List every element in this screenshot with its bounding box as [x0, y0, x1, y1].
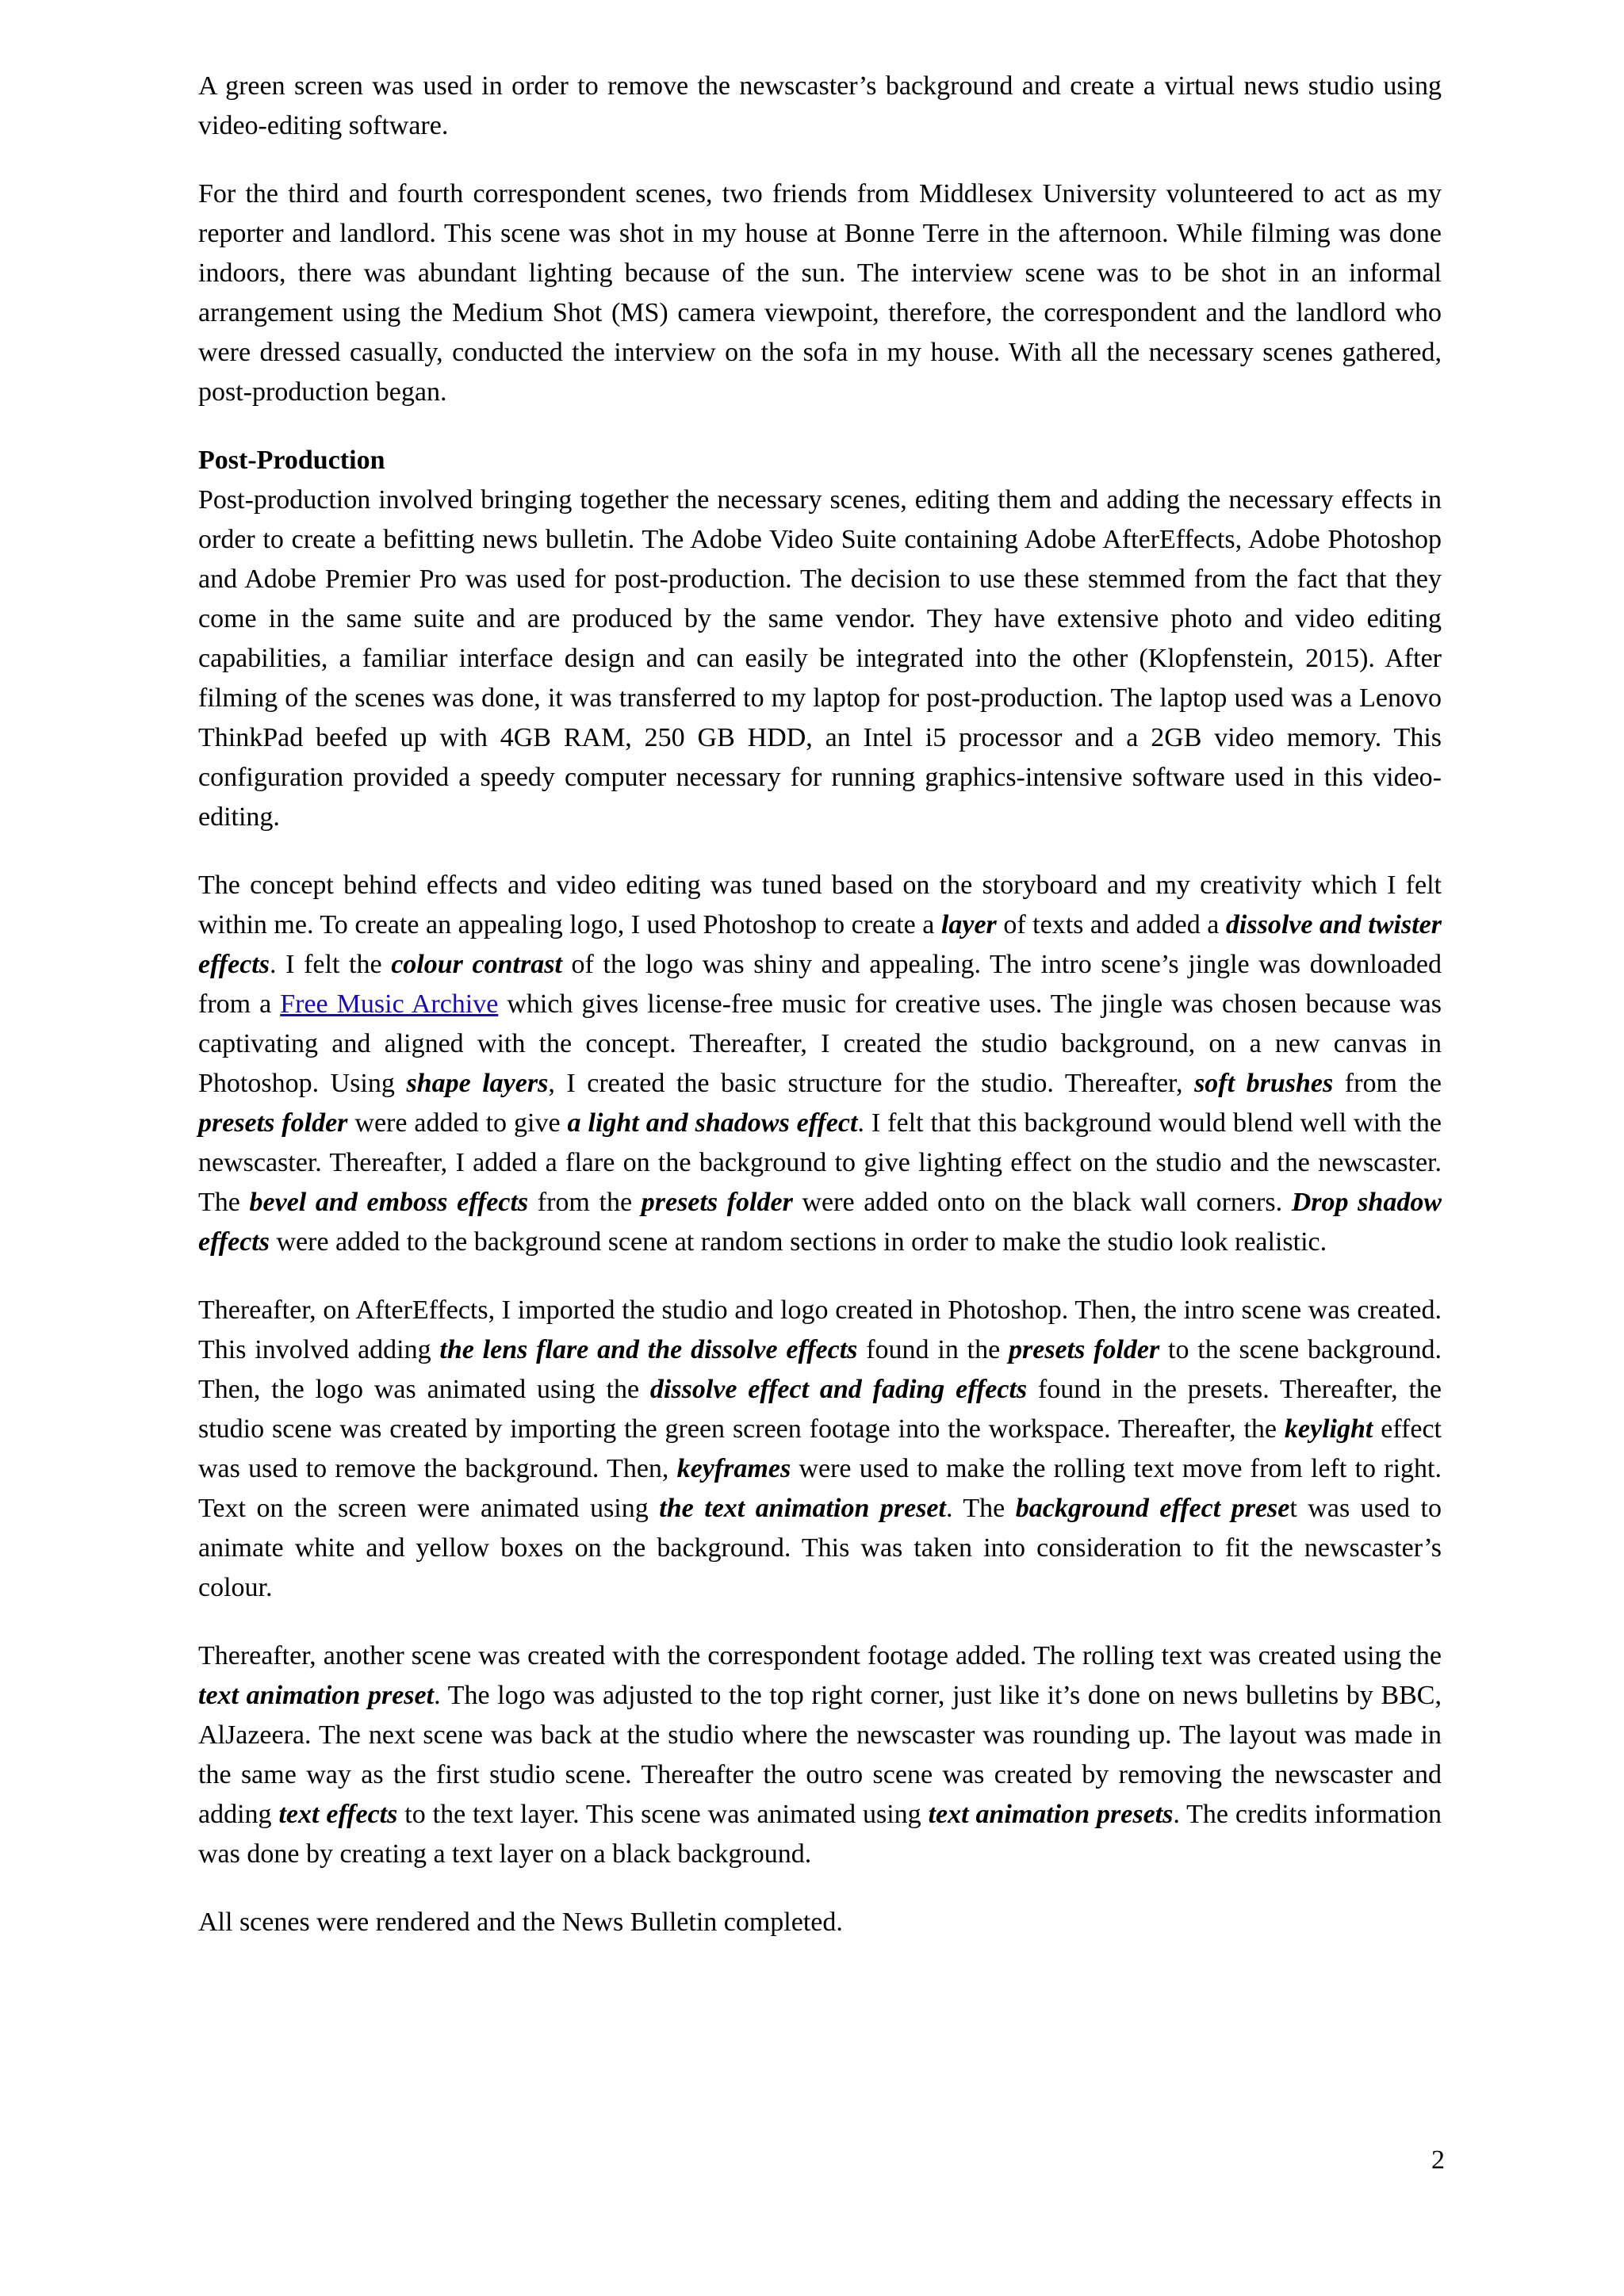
emphasis [1285, 1414, 1373, 1444]
text-run: to the scene background. Then, the logo was animated using the [198, 1335, 1442, 1404]
emphasis-text: text animation preset [198, 1681, 435, 1710]
emphasis [278, 1800, 397, 1829]
emphasis-text: presets folder [1009, 1335, 1160, 1364]
emphasis [1194, 1069, 1333, 1098]
text-run: were added to the background scene at random sections in order to make the studio look realistic. [269, 1227, 1327, 1257]
emphasis [659, 1494, 946, 1523]
emphasis [1016, 1494, 1290, 1523]
text-run: were used to make the rolling text move from left to right. Text on the screen were animated using [198, 1454, 1442, 1523]
text-run: effect was used to remove the background. Then, [198, 1414, 1442, 1483]
text-run: to the text layer. This scene was animated using [397, 1800, 929, 1829]
text-run: A green screen was used in order to remove the newscaster’s background and create a virtual news studio using video-editing software. [198, 71, 1442, 140]
text-run: Thereafter, on AfterEffects, I imported the studio and logo created in Photoshop. Then, the intro scene was created. This involved adding [198, 1295, 1442, 1364]
text-run: . The [945, 1494, 1016, 1523]
emphasis [250, 1188, 529, 1217]
section-heading: Post-Production [198, 446, 385, 475]
emphasis-text: layer [940, 910, 997, 939]
text-run: found in the presets. Thereafter, the studio scene was created by importing the green screen footage into the workspace. Thereafter, the [198, 1375, 1442, 1444]
emphasis-text: the lens flare and the dissolve effects [439, 1335, 858, 1364]
emphasis-text: text effects [278, 1800, 398, 1829]
text-run: Post-production involved bringing together the necessary scenes, editing them and adding the necessary effects in order to create a befitting news bulletin. The Adobe Video Suite containing Adobe AfterEffects, Adobe Photoshop and Adobe Premier Pro was used for post-production. The decision to use these stemmed from the fact that they come in the same suite and are produced by the same vendor. They have extensive photo and video editing capabilities, a familiar interface design and can easily be integrated into the other (Klopfenstein, 2015). After filming of the scenes was done, it was transferred to my laptop for post-production. The laptop used was a Lenovo ThinkPad beefed up with 4GB RAM, 250 GB HDD, an Intel i5 processor and a 2GB video memory. This configuration provided a speedy computer necessary for running graphics-intensive software used in this video-editing. [198, 485, 1442, 832]
section-paragraphs [198, 480, 1442, 1942]
emphasis [198, 1108, 347, 1138]
emphasis-text: background effect prese [1015, 1494, 1290, 1523]
emphasis-text: Drop shadow effects [198, 1188, 1442, 1257]
body-paragraph [198, 866, 1442, 1262]
emphasis-text: dissolve and twister effects [198, 910, 1442, 979]
emphasis [568, 1108, 858, 1138]
emphasis-text: soft brushes [1194, 1069, 1334, 1098]
emphasis [198, 1681, 434, 1710]
hyperlink[interactable]: Free Music Archive [280, 989, 499, 1019]
emphasis-text: presets folder [641, 1188, 793, 1217]
text-run: . The logo was adjusted to the top right corner, just like it’s done on news bulletins by BBC, AlJazeera. The next scene was back at the studio where the newscaster was rounding up. The layout was made in the same way as the first studio scene. Thereafter the outro scene was created by removing the newscaster and adding [198, 1681, 1442, 1829]
emphasis-text: shape layers [406, 1069, 549, 1098]
page-number: 2 [1431, 2145, 1445, 2175]
emphasis-text: presets folder [198, 1108, 348, 1138]
body-paragraph [198, 1291, 1442, 1608]
text-run: For the third and fourth correspondent scenes, two friends from Middlesex University volunteered to act as my reporter and landlord. This scene was shot in my house at Bonne Terre in the afternoon. While filming was done indoors, there was abundant lighting because of the sun. The interview scene was to be shot in an informal arrangement using the Medium Shot (MS) camera viewpoint, therefore, the correspondent and the landlord who were dressed casually, conducted the interview on the sofa in my house. With all the necessary scenes gathered, post-production began. [198, 179, 1442, 407]
body-paragraph [198, 67, 1442, 146]
text-run: . I felt the [269, 950, 392, 979]
text-run: were added onto on the black wall corners. [792, 1188, 1292, 1217]
body-paragraph [198, 1636, 1442, 1874]
text-run: from the [528, 1188, 642, 1217]
text-run: , I created the basic structure for the studio. Thereafter, [548, 1069, 1195, 1098]
text-run: The concept behind effects and video editing was tuned based on the storyboard and my creativity which I felt within me. To create an appealing logo, I used Photoshop to create a [198, 871, 1442, 939]
emphasis [650, 1375, 1027, 1404]
intro-paragraphs [198, 67, 1442, 412]
body-paragraph [198, 1903, 1442, 1942]
text-run: which gives license-free music for creative uses. The jingle was chosen because was captivating and aligned with the concept. Thereafter, I created the studio background, on a new canvas in Photoshop. Using [198, 989, 1442, 1098]
text-run: Thereafter, another scene was created with the correspondent footage added. The rolling text was created using the [198, 1641, 1442, 1670]
emphasis [391, 950, 562, 979]
text-run: were added to give [347, 1108, 568, 1138]
text-run: of texts and added a [996, 910, 1226, 939]
body-paragraph [198, 480, 1442, 837]
emphasis [642, 1188, 793, 1217]
emphasis [677, 1454, 791, 1483]
emphasis [406, 1069, 548, 1098]
text-run: . I felt that this background would blend well with the newscaster. Thereafter, I added a flare on the background to give lighting effect on the studio and the newscaster. The [198, 1108, 1442, 1217]
emphasis [439, 1335, 857, 1364]
emphasis-text: bevel and emboss effects [249, 1188, 529, 1217]
text-run: All scenes were rendered and the News Bulletin completed. [198, 1908, 843, 1937]
document-page [198, 67, 1442, 1971]
emphasis-text: the text animation preset [659, 1494, 946, 1523]
text-run: t was used to animate white and yellow boxes on the background. This was taken into consideration to fit the newscaster’s colour. [198, 1494, 1442, 1602]
emphasis-text: a light and shadows effect [567, 1108, 858, 1138]
text-run: found in the [857, 1335, 1009, 1364]
emphasis-text: keylight [1284, 1414, 1373, 1444]
text-run: . The credits information was done by creating a text layer on a black background. [198, 1800, 1442, 1869]
emphasis-text: text animation presets [928, 1800, 1174, 1829]
emphasis-text: dissolve effect and fading effects [649, 1375, 1028, 1404]
emphasis [941, 910, 997, 939]
emphasis [1009, 1335, 1159, 1364]
emphasis [929, 1800, 1174, 1829]
text-run: of the logo was shiny and appealing. The intro scene’s jingle was downloaded from a [198, 950, 1442, 1019]
emphasis-text: keyframes [676, 1454, 791, 1483]
text-run: from the [1333, 1069, 1442, 1098]
emphasis-text: colour contrast [391, 950, 562, 979]
body-paragraph [198, 174, 1442, 412]
